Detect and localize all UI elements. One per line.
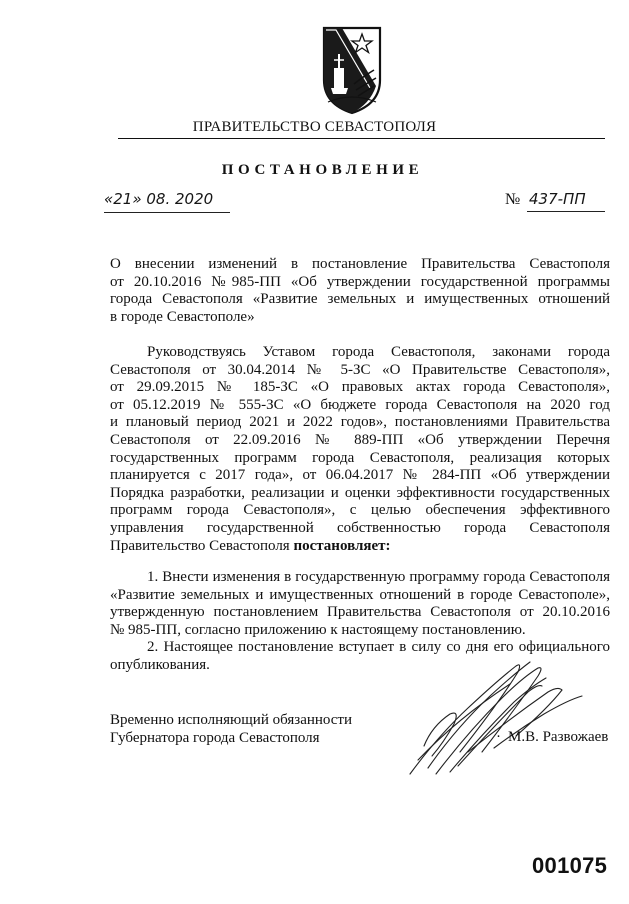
handwritten-signature bbox=[398, 656, 588, 780]
signatory-position bbox=[110, 711, 352, 747]
subject-line: города Севастополя «Развитие земельных и имущественных отношений bbox=[110, 291, 610, 308]
preamble-line: управления государственной собственностью города Севастополя bbox=[110, 519, 610, 536]
subject-line: от 20.10.2016 №985-ПП «Об утверждении государственной программы bbox=[110, 273, 610, 290]
preamble-line: Севастополя от 22.09.2016 № 889-ПП «Об утверждении Перечня bbox=[110, 431, 610, 448]
signature-dot: · bbox=[496, 729, 501, 745]
clause-line: № 985-ПП, согласно приложению к настоящему постановлению. bbox=[110, 621, 526, 638]
number-sign: № bbox=[505, 191, 521, 208]
preamble-line: Порядка разработки, реализации и оценки эффективности государственных bbox=[110, 484, 610, 501]
header-divider bbox=[118, 138, 605, 139]
document-date: «21» 08. 2020 bbox=[104, 190, 214, 208]
subject-line: О внесении изменений в постановление Правительства Севастополя bbox=[110, 256, 610, 272]
document-date-field bbox=[104, 190, 230, 213]
serial-number: 001075 bbox=[532, 853, 608, 878]
subject-line: в городе Севастополе» bbox=[110, 308, 255, 325]
document-number-field bbox=[505, 190, 605, 212]
preamble-line: от 29.09.2015 № 185-ЗС «О правовых актах города Севастополя», bbox=[110, 379, 610, 396]
signatory-position-line: Губернатора города Севастополя bbox=[110, 730, 320, 746]
decree-word: постановляет bbox=[293, 537, 386, 554]
document-number: 437-ПП bbox=[529, 190, 586, 208]
preamble-line: планируется с 2017 года», от 06.04.2017 № 284-ПП «Об утверждении bbox=[110, 467, 610, 484]
preamble-line: государственных программ города Севастополя, реализация которых bbox=[110, 449, 610, 466]
preamble-line: Севастополя от 30.04.2014 № 5-ЗС «О Правительстве Севастополя», bbox=[110, 361, 610, 378]
preamble-last-text: Правительство Севастополя bbox=[110, 537, 294, 554]
clause-1 bbox=[110, 569, 610, 639]
signatory-name: М.В. Развожаев bbox=[508, 729, 609, 745]
signatory-position-line: Временно исполняющий обязанности bbox=[110, 712, 353, 728]
clause-line: утвержденную постановлением Правительства Севастополя от 20.10.2016 bbox=[110, 604, 610, 621]
government-title: ПРАВИТЕЛЬСТВО СЕВАСТОПОЛЯ bbox=[192, 119, 437, 135]
sevastopol-coat-of-arms-icon bbox=[318, 24, 386, 116]
preamble-last-line bbox=[110, 538, 610, 556]
number-underline bbox=[527, 211, 605, 212]
preamble-line: и плановый период 2021 и 2022 годов», постановлениями Правительства bbox=[110, 414, 610, 431]
preamble-line: программ города Севастополя», с целью обеспечения эффективного bbox=[110, 502, 610, 519]
decree-colon: : bbox=[385, 537, 391, 554]
document-subject bbox=[110, 256, 610, 326]
preamble-line: от 05.12.2019 № 555-ЗС «О бюджете города Севастополя на 2020 год bbox=[110, 396, 610, 413]
preamble-line: Руководствуясь Уставом города Севастополя, законами города bbox=[147, 344, 610, 360]
clause-line: опубликования. bbox=[110, 656, 210, 673]
preamble-paragraph bbox=[110, 344, 610, 555]
clause-line: 2. Настоящее постановление вступает в силу со дня его официального bbox=[147, 639, 610, 655]
document-type: ПОСТАНОВЛЕНИЕ bbox=[221, 162, 424, 178]
clause-line: 1. Внести изменения в государственную программу города Севастополя bbox=[147, 569, 610, 585]
clause-line: «Развитие земельных и имущественных отношений в городе Севастополе», bbox=[110, 586, 610, 603]
